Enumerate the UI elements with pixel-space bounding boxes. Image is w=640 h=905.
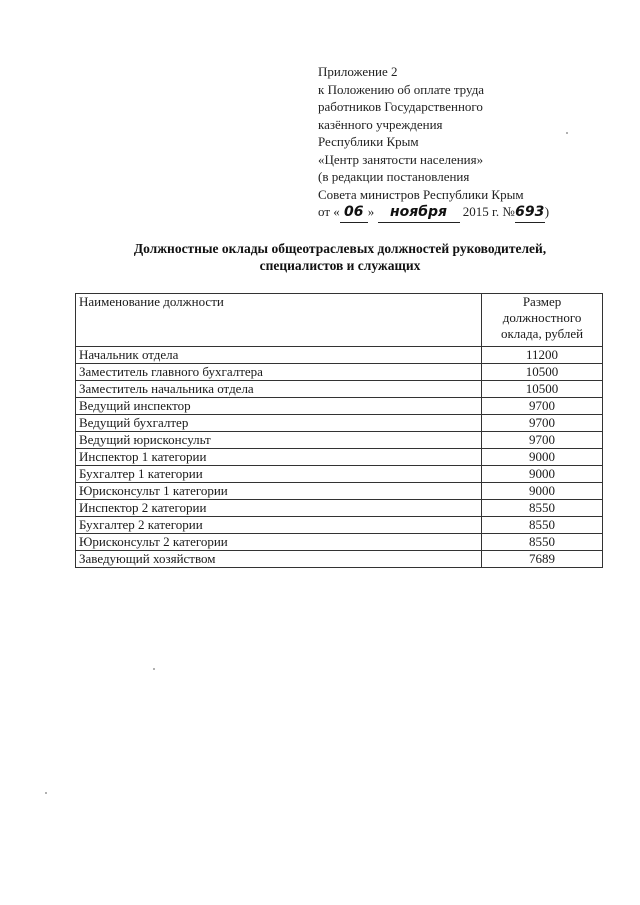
appendix-line: Республики Крым xyxy=(318,134,419,149)
decree-suffix: ) xyxy=(544,204,550,219)
appendix-line: Приложение 2 xyxy=(318,64,398,79)
decree-date-line xyxy=(318,203,618,223)
decree-number-handwritten: 693 xyxy=(515,204,545,220)
position-cell: Ведущий инспектор xyxy=(76,398,482,415)
position-cell: Ведущий бухгалтер xyxy=(76,415,482,432)
table-row xyxy=(76,381,603,398)
table-row xyxy=(76,415,603,432)
position-cell: Юрисконсульт 2 категории xyxy=(76,534,482,551)
salary-cell: 9000 xyxy=(482,449,603,466)
title-line-1: Должностные оклады общеотраслевых должностей руководителей, xyxy=(133,241,547,256)
salary-cell: 9700 xyxy=(482,398,603,415)
salary-cell: 10500 xyxy=(482,381,603,398)
position-cell: Начальник отдела xyxy=(76,347,482,364)
title-line-2: специалистов и служащих xyxy=(259,258,421,273)
document-title xyxy=(90,240,590,274)
position-cell: Ведущий юрисконсульт xyxy=(76,432,482,449)
position-cell: Заместитель начальника отдела xyxy=(76,381,482,398)
position-cell: Инспектор 2 категории xyxy=(76,500,482,517)
table-row xyxy=(76,534,603,551)
appendix-line: (в редакции постановления xyxy=(318,169,470,184)
table-row xyxy=(76,517,603,534)
salary-cell: 8550 xyxy=(482,517,603,534)
scan-speck xyxy=(566,132,568,134)
table-row xyxy=(76,432,603,449)
position-cell: Юрисконсульт 1 категории xyxy=(76,483,482,500)
decree-month-handwritten: ноября xyxy=(389,204,448,220)
salary-cell: 9700 xyxy=(482,432,603,449)
salary-cell: 9000 xyxy=(482,466,603,483)
table-row xyxy=(76,449,603,466)
position-cell: Заведующий хозяйством xyxy=(76,551,482,568)
scan-speck xyxy=(153,668,155,670)
position-cell: Заместитель главного бухгалтера xyxy=(76,364,482,381)
decree-day-handwritten: 06 xyxy=(344,204,364,220)
appendix-header xyxy=(318,63,618,223)
salary-cell: 9700 xyxy=(482,415,603,432)
table-row xyxy=(76,398,603,415)
salary-cell: 8550 xyxy=(482,534,603,551)
table-row xyxy=(76,483,603,500)
appendix-line: к Положению об оплате труда xyxy=(318,81,485,97)
position-cell: Инспектор 1 категории xyxy=(76,449,482,466)
appendix-line: казённого учреждения xyxy=(318,116,443,132)
table-row xyxy=(76,364,603,381)
salary-cell: 8550 xyxy=(482,500,603,517)
table-row xyxy=(76,347,603,364)
appendix-line: работников Государственного xyxy=(318,99,483,114)
decree-prefix: от « xyxy=(318,204,340,219)
position-cell: Бухгалтер 1 категории xyxy=(76,466,482,483)
salary-cell: 11200 xyxy=(482,347,603,364)
appendix-line: Совета министров Республики Крым xyxy=(318,186,524,202)
table-header-row xyxy=(76,294,603,347)
header-salary: Размер должностного оклада, рублей xyxy=(482,294,603,347)
table-row xyxy=(76,466,603,483)
appendix-line: «Центр занятости населения» xyxy=(318,151,484,167)
salary-cell: 10500 xyxy=(482,364,603,381)
decree-mid: » xyxy=(367,204,378,219)
header-position: Наименование должности xyxy=(76,294,482,347)
position-cell: Бухгалтер 2 категории xyxy=(76,517,482,534)
table-row xyxy=(76,551,603,568)
decree-year: 2015 г. № xyxy=(459,204,515,219)
salary-cell: 9000 xyxy=(482,483,603,500)
salary-cell: 7689 xyxy=(482,551,603,568)
table-row xyxy=(76,500,603,517)
scan-speck xyxy=(45,792,47,794)
salary-table xyxy=(75,293,603,568)
